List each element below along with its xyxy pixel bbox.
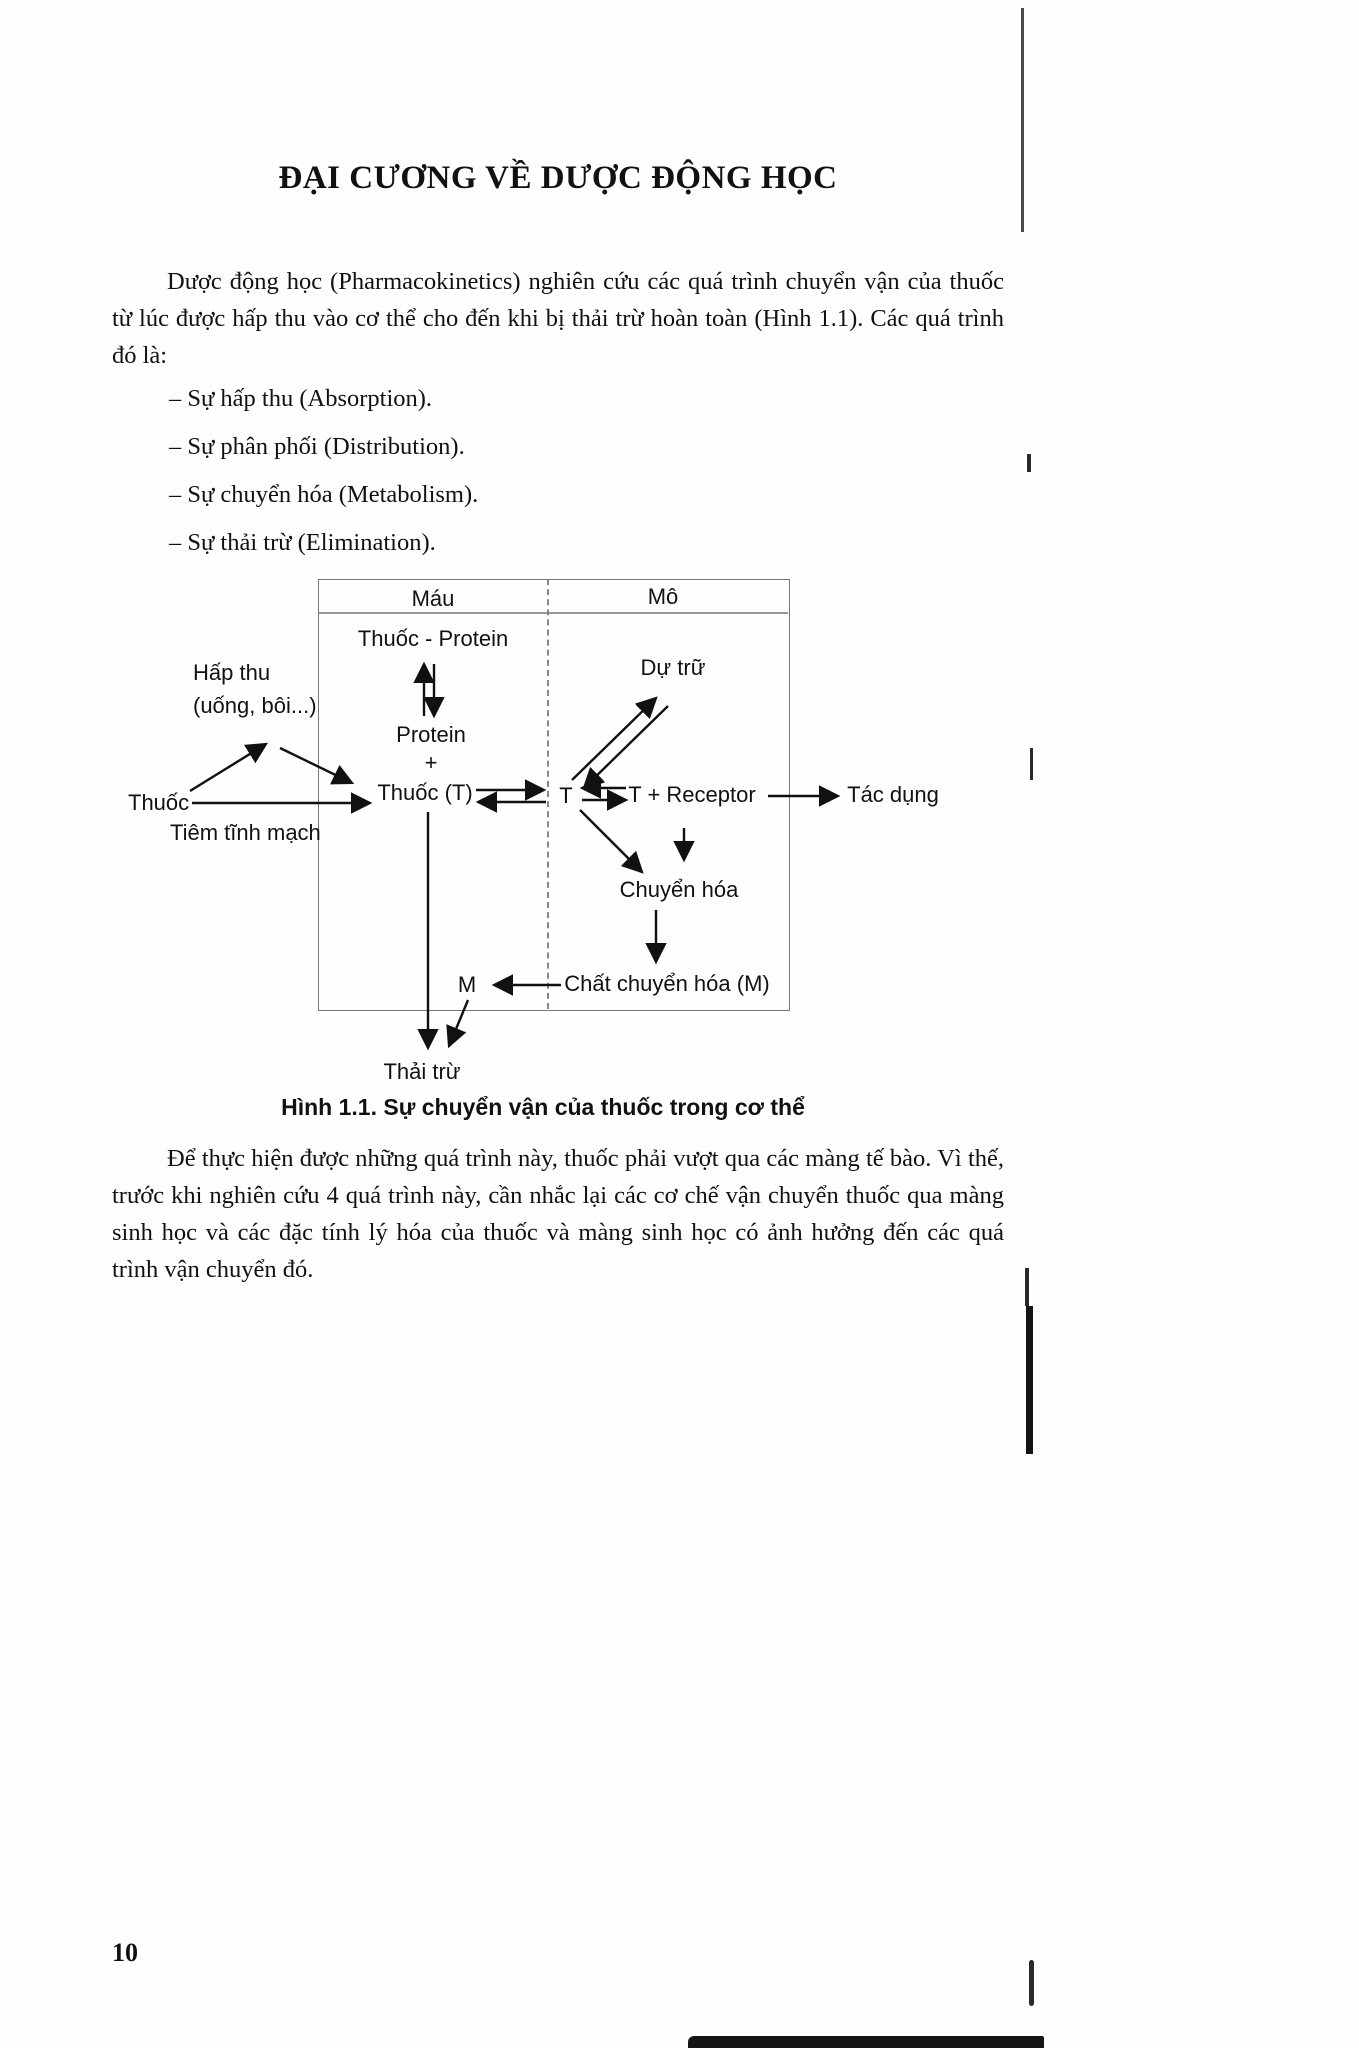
label-absorption: Hấp thu [193, 660, 271, 685]
list-item-metabolism: – Sự chuyển hóa (Metabolism). [169, 481, 479, 508]
label-elimination: Thải trừ [383, 1059, 461, 1084]
list-item-absorption: – Sự hấp thu (Absorption). [169, 385, 433, 412]
scan-artifact [1029, 1960, 1034, 2006]
scan-artifact [1025, 1268, 1029, 1306]
scan-artifact [688, 2036, 1044, 2048]
label-metabolism: Chuyển hóa [619, 877, 739, 902]
process-list [169, 384, 1004, 558]
list-item-distribution: – Sự phân phối (Distribution). [169, 433, 465, 460]
label-blood: Máu [411, 586, 455, 611]
label-absorption-routes: (uống, bôi...) [193, 693, 317, 718]
label-plus: + [424, 750, 438, 775]
page-title: ĐẠI CƯƠNG VỀ DƯỢC ĐỘNG HỌC [278, 160, 838, 196]
page-content [112, 0, 1004, 1288]
label-drug-t: Thuốc (T) [377, 780, 473, 805]
scan-artifact [1026, 1306, 1033, 1454]
label-m: M [457, 972, 477, 997]
label-drug-protein: Thuốc - Protein [357, 626, 509, 651]
page-number: 10 [112, 1938, 138, 1967]
label-tissue: Mô [647, 584, 679, 609]
list-item-elimination: – Sự thải trừ (Elimination). [169, 529, 436, 556]
label-iv: Tiêm tĩnh mạch [170, 820, 321, 845]
figure-caption-text: Sự chuyển vận của thuốc trong cơ thể [383, 1094, 805, 1120]
scan-artifact [1027, 454, 1031, 472]
figure-caption-label: Hình 1.1. [281, 1094, 377, 1120]
label-drug: Thuốc [128, 790, 190, 815]
closing-paragraph: Để thực hiện được những quá trình này, thuốc phải vượt qua các màng tế bào. Vì thế, trước khi nghiên cứu 4 quá trình này, cần nhắc lại các cơ chế vận chuyển thuốc qua màng sinh học và các đặc tính lý hóa của thuốc và màng sinh học có ảnh hưởng đến các quá trình vận chuyển đó. [112, 1145, 1004, 1283]
label-t: T [559, 783, 573, 808]
label-storage: Dự trữ [640, 655, 706, 680]
label-effect: Tác dụng [847, 782, 939, 807]
label-t-receptor: T + Receptor [628, 782, 756, 807]
figure-1-1 [0, 576, 1359, 1132]
label-protein: Protein [396, 722, 466, 747]
scan-artifact [1021, 8, 1024, 232]
label-metabolite: Chất chuyển hóa (M) [564, 971, 770, 996]
figure-caption [281, 1094, 805, 1121]
intro-paragraph: Dược động học (Pharmacokinetics) nghiên cứu các quá trình chuyển vận của thuốc từ lúc được hấp thu vào cơ thể cho đến khi bị thải trừ hoàn toàn (Hình 1.1). Các quá trình đó là: [112, 268, 1004, 369]
